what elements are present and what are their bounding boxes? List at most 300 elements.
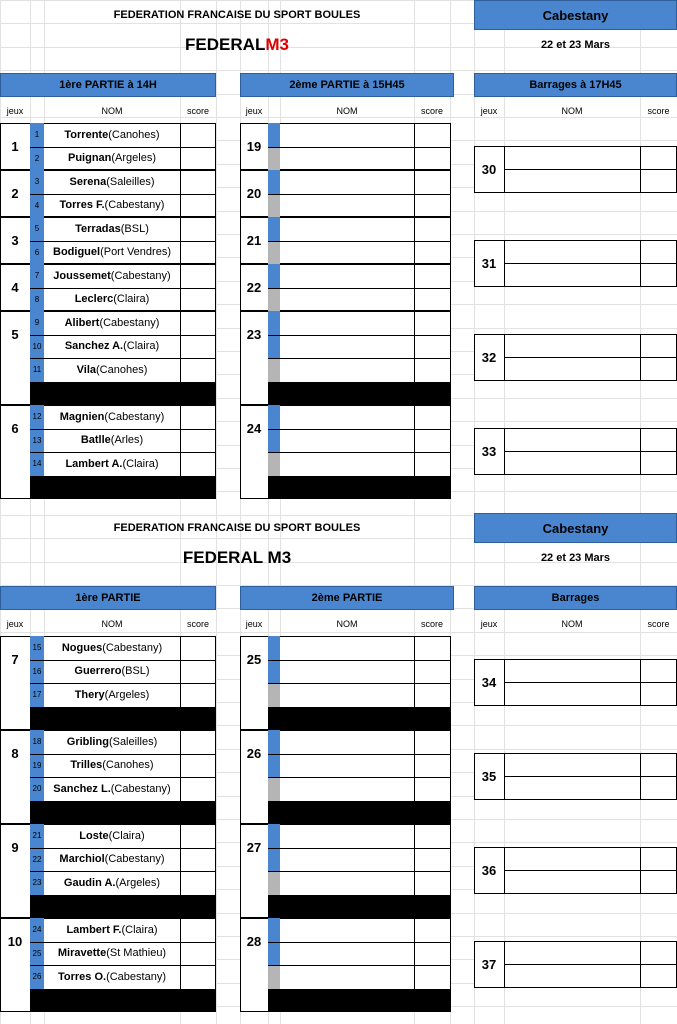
partie2-name-cell[interactable]	[281, 264, 414, 288]
player-name	[44, 241, 180, 265]
player-name	[44, 965, 180, 989]
barrage-name-cell[interactable]	[505, 965, 640, 988]
partie2-name-cell[interactable]	[281, 194, 414, 218]
barrage-score-cell[interactable]	[641, 965, 677, 988]
score-cell[interactable]	[181, 452, 216, 476]
partie2-name-cell[interactable]	[281, 942, 414, 966]
player-name	[44, 264, 180, 288]
player-club: (Cabestany)	[104, 199, 165, 212]
player-club: (Argeles)	[104, 688, 150, 701]
player-name	[44, 288, 180, 312]
player-name	[44, 636, 180, 660]
player-club: (Cabestany)	[104, 853, 165, 866]
player-slot-number: 21	[30, 824, 44, 848]
bye-row	[30, 476, 216, 500]
score-cell[interactable]	[181, 777, 216, 801]
partie2-slot-marker	[268, 147, 280, 171]
barrage-name-cell[interactable]	[505, 146, 640, 169]
score-cell[interactable]	[181, 147, 216, 171]
score-cell[interactable]	[181, 824, 216, 848]
barrage-score-cell[interactable]	[641, 334, 677, 357]
partie2-name-cell[interactable]	[281, 824, 414, 848]
barrage-name-cell[interactable]	[505, 941, 640, 964]
col-score-header: score	[420, 619, 443, 629]
partie2-score-cell[interactable]	[415, 123, 450, 147]
partie2-slot-marker	[268, 942, 280, 966]
player-slot-number: 20	[30, 777, 44, 801]
partie2-name-cell[interactable]	[281, 288, 414, 312]
partie2-name-cell[interactable]	[281, 123, 414, 147]
partie2-score-cell[interactable]	[415, 405, 450, 429]
rule-line	[268, 452, 451, 453]
partie2-slot-marker	[268, 636, 280, 660]
player-name	[44, 123, 180, 147]
player-club: (Cabestany)	[104, 410, 165, 423]
score-cell[interactable]	[181, 636, 216, 660]
venue-banner: Cabestany	[474, 0, 677, 30]
title-accent: M3	[265, 35, 289, 54]
barrage-score-cell[interactable]	[641, 170, 677, 193]
partie2-slot-marker	[268, 848, 280, 872]
col-score-header: score	[186, 106, 209, 116]
rule-line	[268, 942, 451, 943]
partie2-score-cell[interactable]	[415, 918, 450, 942]
col-jeux-header: jeux	[6, 106, 24, 116]
col-jeux-header: jeux	[245, 106, 263, 116]
partie2-slot-marker	[268, 241, 280, 265]
score-cell[interactable]	[181, 848, 216, 872]
player-slot-number: 12	[30, 405, 44, 429]
player-lastname: Lambert F.	[66, 923, 122, 936]
partie2-score-cell[interactable]	[415, 660, 450, 684]
barrage-number: 34	[481, 675, 497, 690]
score-cell[interactable]	[181, 871, 216, 895]
partie2-name-cell[interactable]	[281, 217, 414, 241]
jeu2-number: 19	[246, 139, 262, 154]
barrage-name-cell[interactable]	[505, 452, 640, 475]
partie2-slot-marker	[268, 335, 280, 359]
player-name	[44, 147, 180, 171]
partie2-score-cell[interactable]	[415, 311, 450, 335]
score-cell[interactable]	[181, 918, 216, 942]
col-nom-header: NOM	[561, 106, 583, 116]
partie2-bye-row	[268, 895, 451, 919]
player-slot-number: 17	[30, 683, 44, 707]
partie2-bye-row	[268, 476, 451, 500]
player-lastname: Bodiguel	[53, 246, 101, 259]
player-lastname: Torres F.	[59, 199, 105, 212]
partie1-banner: 1ère PARTIE	[0, 586, 216, 610]
player-slot-number: 11	[30, 358, 44, 382]
partie1-banner: 1ère PARTIE à 14H	[0, 73, 216, 97]
player-slot-number: 1	[30, 123, 44, 147]
player-name	[44, 942, 180, 966]
col-nom-header: NOM	[101, 106, 123, 116]
barrage-name-cell[interactable]	[505, 871, 640, 894]
jeu-number: 7	[11, 652, 19, 667]
rule-line	[268, 147, 451, 148]
barrage-name-cell[interactable]	[505, 847, 640, 870]
partie2-name-cell[interactable]	[281, 241, 414, 265]
partie2-name-cell[interactable]	[281, 918, 414, 942]
partie2-banner: 2ème PARTIE à 15H45	[240, 73, 454, 97]
partie2-slot-marker	[268, 264, 280, 288]
player-club: (Port Vendres)	[100, 246, 171, 259]
partie2-name-cell[interactable]	[281, 636, 414, 660]
player-name	[44, 660, 180, 684]
player-lastname: Joussemet	[53, 269, 111, 282]
partie2-score-cell[interactable]	[415, 777, 450, 801]
barrage-number: 35	[481, 769, 497, 784]
col-nom-header: NOM	[336, 619, 358, 629]
jeu2-number: 27	[246, 840, 262, 855]
partie2-score-cell[interactable]	[415, 965, 450, 989]
federation-header: FEDERATION FRANCAISE DU SPORT BOULES	[113, 522, 361, 534]
player-lastname: Torres O.	[57, 970, 107, 983]
partie2-score-cell[interactable]	[415, 194, 450, 218]
rule-line	[268, 241, 451, 242]
partie2-score-cell[interactable]	[415, 429, 450, 453]
player-slot-number: 3	[30, 170, 44, 194]
player-slot-number: 19	[30, 754, 44, 778]
barrage-name-cell[interactable]	[505, 428, 640, 451]
grid-col	[216, 0, 217, 1024]
partie2-bye-row	[268, 989, 451, 1013]
barrage-score-cell[interactable]	[641, 847, 677, 870]
score-cell[interactable]	[181, 241, 216, 265]
partie2-score-cell[interactable]	[415, 636, 450, 660]
jeu-number: 8	[11, 746, 19, 761]
barrage-name-cell[interactable]	[505, 334, 640, 357]
partie2-score-cell[interactable]	[415, 942, 450, 966]
player-slot-number: 22	[30, 848, 44, 872]
barrage-number: 33	[481, 444, 497, 459]
player-name	[44, 730, 180, 754]
partie2-slot-marker	[268, 871, 280, 895]
jeu-number: 3	[11, 233, 19, 248]
col-nom-header: NOM	[561, 619, 583, 629]
jeu2-number: 20	[246, 186, 262, 201]
partie2-score-cell[interactable]	[415, 358, 450, 382]
partie2-score-cell[interactable]	[415, 871, 450, 895]
partie2-slot-marker	[268, 170, 280, 194]
barrage-name-cell[interactable]	[505, 777, 640, 800]
score-cell[interactable]	[181, 730, 216, 754]
rule-line	[30, 288, 216, 289]
player-slot-number: 10	[30, 335, 44, 359]
partie2-name-cell[interactable]	[281, 848, 414, 872]
rule-line	[30, 754, 216, 755]
partie2-name-cell[interactable]	[281, 452, 414, 476]
partie2-slot-marker	[268, 452, 280, 476]
player-name	[44, 358, 180, 382]
barrage-score-cell[interactable]	[641, 871, 677, 894]
venue-banner: Cabestany	[474, 513, 677, 543]
rule-line	[30, 660, 216, 661]
player-lastname: Guerrero	[74, 665, 122, 678]
player-club: (Claira)	[123, 340, 160, 353]
barrage-score-cell[interactable]	[641, 358, 677, 381]
player-club: (St Mathieu)	[106, 947, 167, 960]
player-lastname: Gaudin A.	[63, 876, 116, 889]
partie2-score-cell[interactable]	[415, 824, 450, 848]
partie2-score-cell[interactable]	[415, 147, 450, 171]
barrage-score-cell[interactable]	[641, 240, 677, 263]
rule-line	[268, 429, 451, 430]
score-cell[interactable]	[181, 264, 216, 288]
partie2-score-cell[interactable]	[415, 754, 450, 778]
barrage-number: 30	[481, 162, 497, 177]
player-club: (Claira)	[122, 457, 159, 470]
player-name	[44, 683, 180, 707]
barrage-score-cell[interactable]	[641, 753, 677, 776]
jeu-number: 6	[11, 421, 19, 436]
barrage-name-cell[interactable]	[505, 358, 640, 381]
partie2-score-cell[interactable]	[415, 848, 450, 872]
rule-line	[268, 754, 451, 755]
score-cell[interactable]	[181, 335, 216, 359]
score-cell[interactable]	[181, 429, 216, 453]
jeu2-number: 25	[246, 652, 262, 667]
score-cell[interactable]	[181, 217, 216, 241]
rule-line	[268, 965, 451, 966]
barrage-name-cell[interactable]	[505, 170, 640, 193]
player-name	[44, 335, 180, 359]
rule-line	[30, 777, 216, 778]
bye-row	[30, 989, 216, 1013]
jeu-number: 10	[7, 934, 23, 949]
player-lastname: Gribling	[66, 735, 109, 748]
player-club: (Argeles)	[111, 152, 156, 165]
partie2-slot-marker	[268, 683, 280, 707]
player-club: (Saleilles)	[108, 735, 158, 748]
score-cell[interactable]	[181, 123, 216, 147]
player-club: (Claira)	[121, 923, 158, 936]
player-club: (BSL)	[121, 665, 150, 678]
rule-line	[30, 942, 216, 943]
player-lastname: Serena	[69, 175, 107, 188]
player-name	[44, 405, 180, 429]
score-cell[interactable]	[181, 942, 216, 966]
jeu2-number: 21	[246, 233, 262, 248]
rule-line	[268, 660, 451, 661]
player-name	[44, 311, 180, 335]
partie2-name-cell[interactable]	[281, 660, 414, 684]
player-slot-number: 9	[30, 311, 44, 335]
player-lastname: Sanchez L.	[53, 782, 111, 795]
federation-header: FEDERATION FRANCAISE DU SPORT BOULES	[113, 9, 361, 21]
player-name	[44, 871, 180, 895]
player-club: (Cabestany)	[110, 269, 171, 282]
barrage-score-cell[interactable]	[641, 452, 677, 475]
partie2-slot-marker	[268, 311, 280, 335]
player-lastname: Loste	[79, 829, 109, 842]
competition-title	[0, 543, 474, 573]
partie2-slot-marker	[268, 217, 280, 241]
barrage-name-cell[interactable]	[505, 753, 640, 776]
player-club: (Canohes)	[102, 759, 154, 772]
player-name	[44, 194, 180, 218]
player-slot-number: 15	[30, 636, 44, 660]
partie2-score-cell[interactable]	[415, 335, 450, 359]
barrage-score-cell[interactable]	[641, 146, 677, 169]
player-slot-number: 13	[30, 429, 44, 453]
partie2-name-cell[interactable]	[281, 683, 414, 707]
player-club: (Cabestany)	[106, 970, 166, 983]
jeu-number: 9	[11, 840, 19, 855]
partie2-slot-marker	[268, 918, 280, 942]
bye-row	[30, 895, 216, 919]
player-slot-number: 16	[30, 660, 44, 684]
barrage-number: 37	[481, 957, 497, 972]
barrage-name-cell[interactable]	[505, 683, 640, 706]
partie2-slot-marker	[268, 754, 280, 778]
rule-line	[30, 241, 216, 242]
partie2-slot-marker	[268, 824, 280, 848]
player-club: (Cabestany)	[110, 782, 171, 795]
rule-line	[268, 777, 451, 778]
score-cell[interactable]	[181, 965, 216, 989]
jeu2-number: 23	[246, 327, 262, 342]
rule-line	[268, 194, 451, 195]
rule-line	[30, 358, 216, 359]
rule-line	[268, 335, 451, 336]
partie2-score-cell[interactable]	[415, 170, 450, 194]
col-jeux-header: jeux	[480, 106, 498, 116]
player-name	[44, 754, 180, 778]
barrage-number: 36	[481, 863, 497, 878]
partie2-slot-marker	[268, 358, 280, 382]
player-slot-number: 4	[30, 194, 44, 218]
partie2-score-cell[interactable]	[415, 683, 450, 707]
partie2-name-cell[interactable]	[281, 754, 414, 778]
score-cell[interactable]	[181, 683, 216, 707]
player-lastname: Marchiol	[59, 853, 105, 866]
score-cell[interactable]	[181, 660, 216, 684]
partie2-slot-marker	[268, 660, 280, 684]
rule-line	[268, 288, 451, 289]
player-slot-number: 23	[30, 871, 44, 895]
partie2-slot-marker	[268, 965, 280, 989]
player-lastname: Leclerc	[74, 293, 114, 306]
rule-line	[30, 194, 216, 195]
player-club: (Saleilles)	[106, 175, 155, 188]
partie2-name-cell[interactable]	[281, 429, 414, 453]
player-club: (Cabestany)	[99, 316, 160, 329]
partie2-slot-marker	[268, 288, 280, 312]
bye-row	[30, 801, 216, 825]
partie2-name-cell[interactable]	[281, 311, 414, 335]
jeu2-number: 28	[246, 934, 262, 949]
partie2-name-cell[interactable]	[281, 170, 414, 194]
barrages-banner: Barrages	[474, 586, 677, 610]
col-score-header: score	[420, 106, 443, 116]
jeu-number: 4	[11, 280, 19, 295]
partie2-name-cell[interactable]	[281, 358, 414, 382]
rule-line	[30, 452, 216, 453]
player-lastname: Alibert	[64, 316, 100, 329]
player-name	[44, 777, 180, 801]
rule-line	[30, 683, 216, 684]
player-name	[44, 217, 180, 241]
player-lastname: Puignan	[67, 152, 112, 165]
player-slot-number: 24	[30, 918, 44, 942]
barrage-name-cell[interactable]	[505, 659, 640, 682]
jeu2-number: 24	[246, 421, 262, 436]
partie2-score-cell[interactable]	[415, 730, 450, 754]
bye-row	[30, 707, 216, 731]
score-cell[interactable]	[181, 288, 216, 312]
col-jeux-header: jeux	[245, 619, 263, 629]
jeu2-number: 22	[246, 280, 262, 295]
barrage-score-cell[interactable]	[641, 659, 677, 682]
player-name	[44, 429, 180, 453]
partie2-score-cell[interactable]	[415, 217, 450, 241]
partie2-score-cell[interactable]	[415, 241, 450, 265]
partie2-score-cell[interactable]	[415, 288, 450, 312]
player-lastname: Vila	[76, 363, 96, 376]
player-club: (BSL)	[120, 222, 149, 235]
bye-row	[30, 382, 216, 406]
score-cell[interactable]	[181, 754, 216, 778]
player-slot-number: 25	[30, 942, 44, 966]
barrage-name-cell[interactable]	[505, 264, 640, 287]
barrage-number: 31	[481, 256, 497, 271]
partie2-name-cell[interactable]	[281, 335, 414, 359]
player-slot-number: 18	[30, 730, 44, 754]
barrage-score-cell[interactable]	[641, 941, 677, 964]
barrage-score-cell[interactable]	[641, 777, 677, 800]
partie2-slot-marker	[268, 429, 280, 453]
player-lastname: Trilles	[70, 759, 103, 772]
score-cell[interactable]	[181, 170, 216, 194]
rule-line	[268, 848, 451, 849]
score-cell[interactable]	[181, 405, 216, 429]
player-club: (Arles)	[110, 434, 144, 447]
partie2-name-cell[interactable]	[281, 405, 414, 429]
barrage-score-cell[interactable]	[641, 683, 677, 706]
partie2-name-cell[interactable]	[281, 147, 414, 171]
partie2-slot-marker	[268, 123, 280, 147]
col-score-header: score	[186, 619, 209, 629]
grid-row	[0, 70, 677, 71]
rule-line	[30, 848, 216, 849]
player-name	[44, 848, 180, 872]
score-cell[interactable]	[181, 311, 216, 335]
player-lastname: Magnien	[59, 410, 105, 423]
partie2-score-cell[interactable]	[415, 264, 450, 288]
grid-row	[0, 632, 677, 633]
partie2-name-cell[interactable]	[281, 965, 414, 989]
score-cell[interactable]	[181, 194, 216, 218]
partie2-name-cell[interactable]	[281, 777, 414, 801]
event-date: 22 et 23 Mars	[540, 39, 611, 51]
partie2-name-cell[interactable]	[281, 730, 414, 754]
score-cell[interactable]	[181, 358, 216, 382]
jeu-number: 5	[11, 327, 19, 342]
title-main: FEDERAL	[185, 35, 266, 54]
partie2-name-cell[interactable]	[281, 871, 414, 895]
barrage-score-cell[interactable]	[641, 428, 677, 451]
player-club: (Cabestany)	[102, 641, 163, 654]
rule-line	[30, 965, 216, 966]
player-lastname: Torrente	[64, 128, 109, 141]
player-lastname: Batlle	[80, 434, 111, 447]
barrage-name-cell[interactable]	[505, 240, 640, 263]
barrage-score-cell[interactable]	[641, 264, 677, 287]
player-club: (Claira)	[108, 829, 145, 842]
partie2-score-cell[interactable]	[415, 452, 450, 476]
